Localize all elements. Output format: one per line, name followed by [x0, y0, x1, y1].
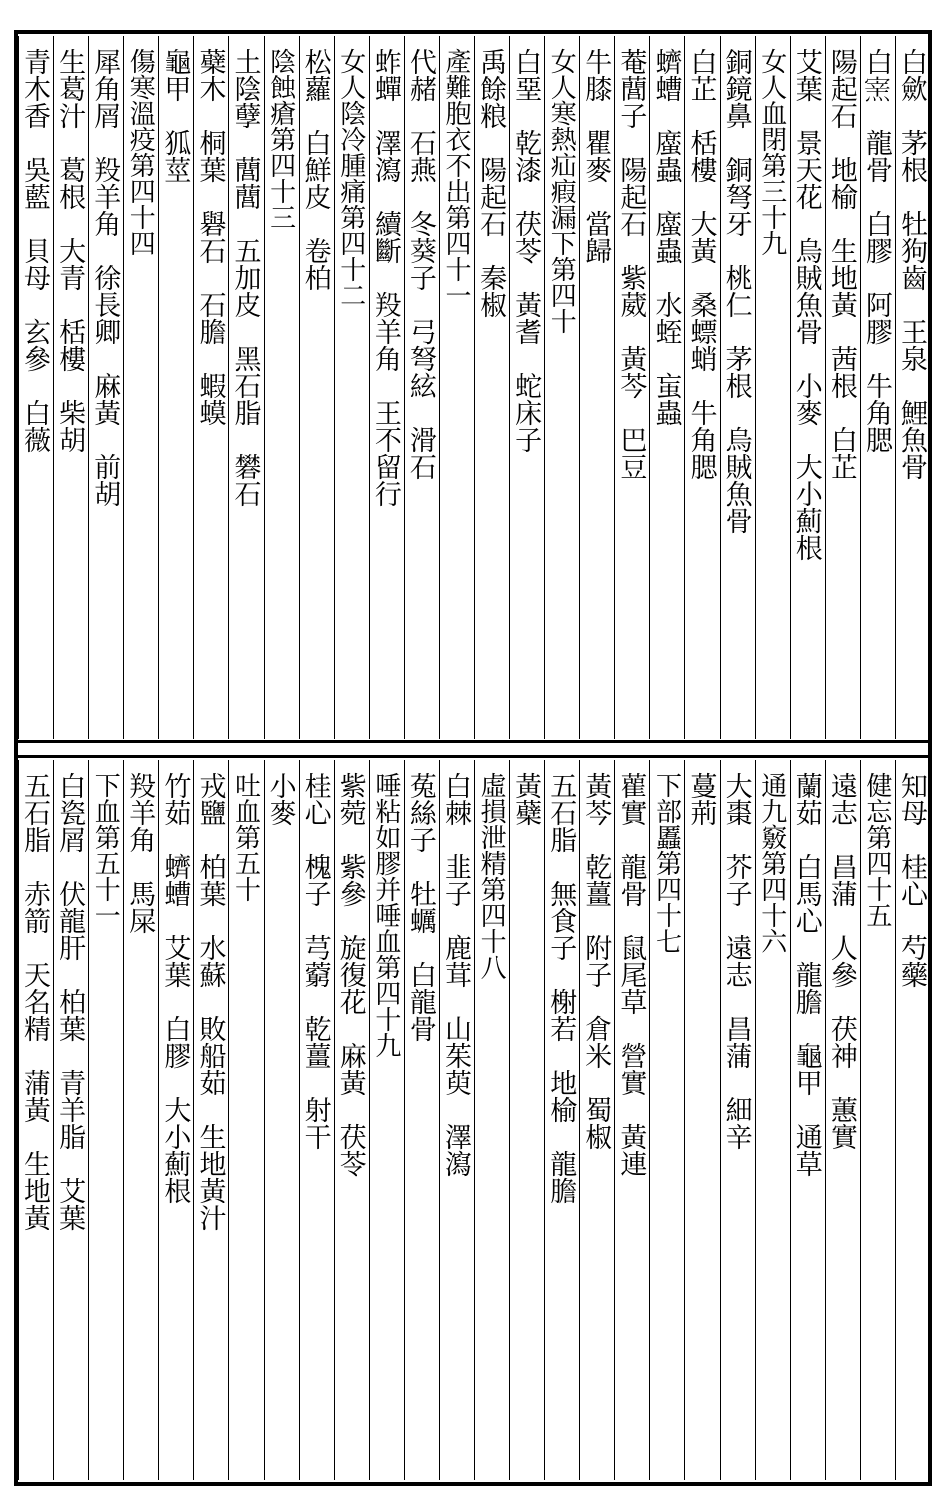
- text-column: 銅鏡鼻 銅弩牙 桃仁 茅根 烏賊魚骨: [720, 36, 755, 739]
- text-column: 知母 桂心 芍藥: [895, 760, 930, 1480]
- section-heading: 下血第五十一: [88, 760, 123, 1480]
- text-column: 黃芩 乾薑 附子 倉米 蜀椒: [579, 760, 614, 1480]
- section-heading: 陰蝕瘡第四十三: [264, 36, 299, 739]
- text-column: 犀角屑 羖羊角 徐長卿 麻黃 前胡: [88, 36, 123, 739]
- text-column: 蘭茹 白馬心 龍膽 龜甲 通草: [790, 760, 825, 1480]
- text-column: 艾葉 景天花 烏賊魚骨 小麥 大小薊根: [790, 36, 825, 739]
- section-heading: 傷寒溫疫第四十四: [123, 36, 158, 739]
- text-column: 菟絲子 牡蠣 白龍骨: [404, 760, 439, 1480]
- text-column: 白棘 韭子 鹿茸 山茱萸 澤瀉: [439, 760, 474, 1480]
- section-heading: 虛損泄精第四十八: [474, 760, 509, 1480]
- text-column: 黃蘗: [509, 760, 544, 1480]
- text-column: 青木香 吳藍 貝母 玄參 白薇: [18, 36, 53, 739]
- text-column: 五石脂 無食子 榭若 地榆 龍膽: [544, 760, 579, 1480]
- text-column: 龜甲 狐莖: [158, 36, 193, 739]
- text-column: 桂心 槐子 芎藭 乾薑 射干: [299, 760, 334, 1480]
- text-column: 松蘿 白鮮皮 卷柏: [299, 36, 334, 739]
- text-column: 白堊 乾漆 茯苓 黃耆 蛇床子: [509, 36, 544, 739]
- text-column: 竹茹 蠐螬 艾葉 白膠 大小薊根: [158, 760, 193, 1480]
- text-column: 雚實 龍骨 鼠尾草 營實 黃連: [614, 760, 649, 1480]
- section-heading: 女人陰冷腫痛第四十二: [334, 36, 369, 739]
- text-column: 禹餘粮 陽起石 秦椒: [474, 36, 509, 739]
- text-column: 白瓷屑 伏龍肝 柏葉 青羊脂 艾葉: [53, 760, 88, 1480]
- text-column: 代赭 石燕 冬葵子 弓弩絃 滑石: [404, 36, 439, 739]
- text-column: 遠志 昌蒲 人參 茯神 蕙實: [825, 760, 860, 1480]
- section-heading: 產難胞衣不出第四十一: [439, 36, 474, 739]
- top-register: [18, 36, 930, 739]
- text-column: 紫菀 紫參 旋復花 麻黃 茯苓: [334, 760, 369, 1480]
- text-column: 白歛 茅根 牡狗齒 王泉 鯉魚骨: [895, 36, 930, 739]
- text-column: 土陰孽 䕡䕡 五加皮 黑石脂 礬石: [228, 36, 263, 739]
- section-heading: 下部䘌第四十七: [649, 760, 684, 1480]
- section-heading: 通九竅第四十六: [755, 760, 790, 1480]
- section-heading: 唾粘如膠并唾血第四十九: [369, 760, 404, 1480]
- text-column: 大棗 芥子 遠志 昌蒲 細辛: [720, 760, 755, 1480]
- text-column: 五石脂 赤箭 天名精 蒲黃 生地黃: [18, 760, 53, 1480]
- text-column: 牛膝 瞿麥 當歸: [579, 36, 614, 739]
- text-column: 白芷 栝樓 大黃 桑螵蛸 牛角腮: [684, 36, 719, 739]
- bottom-register: [18, 760, 930, 1480]
- text-column: 小麥: [264, 760, 299, 1480]
- text-column: 羖羊角 馬屎: [123, 760, 158, 1480]
- text-column: 菴䕡子 陽起石 紫葳 黃芩 巴豆: [614, 36, 649, 739]
- section-heading: 健忘第四十五: [860, 760, 895, 1480]
- text-column: 陽起石 地榆 生地黃 茜根 白芷: [825, 36, 860, 739]
- text-column: 蔓荊: [684, 760, 719, 1480]
- page-divider: [14, 740, 932, 758]
- text-column: 蠐螬 䗪蟲 䗪蟲 水蛭 䖟蟲: [649, 36, 684, 739]
- text-column: 生葛汁 葛根 大青 栝樓 柴胡: [53, 36, 88, 739]
- section-heading: 吐血第五十: [228, 760, 263, 1480]
- section-heading: 女人寒熱疝瘕漏下第四十: [544, 36, 579, 739]
- text-column: 蘗木 桐葉 礜石 石膽 蝦蟆: [193, 36, 228, 739]
- text-column: 白𤌊 龍骨 白膠 阿膠 牛角腮: [860, 36, 895, 739]
- section-heading: 女人血閉第三十九: [755, 36, 790, 739]
- text-column: 戎鹽 柏葉 水蘇 敗船茹 生地黃汁: [193, 760, 228, 1480]
- text-column: 蚱蟬 澤瀉 續斷 羖羊角 王不留行: [369, 36, 404, 739]
